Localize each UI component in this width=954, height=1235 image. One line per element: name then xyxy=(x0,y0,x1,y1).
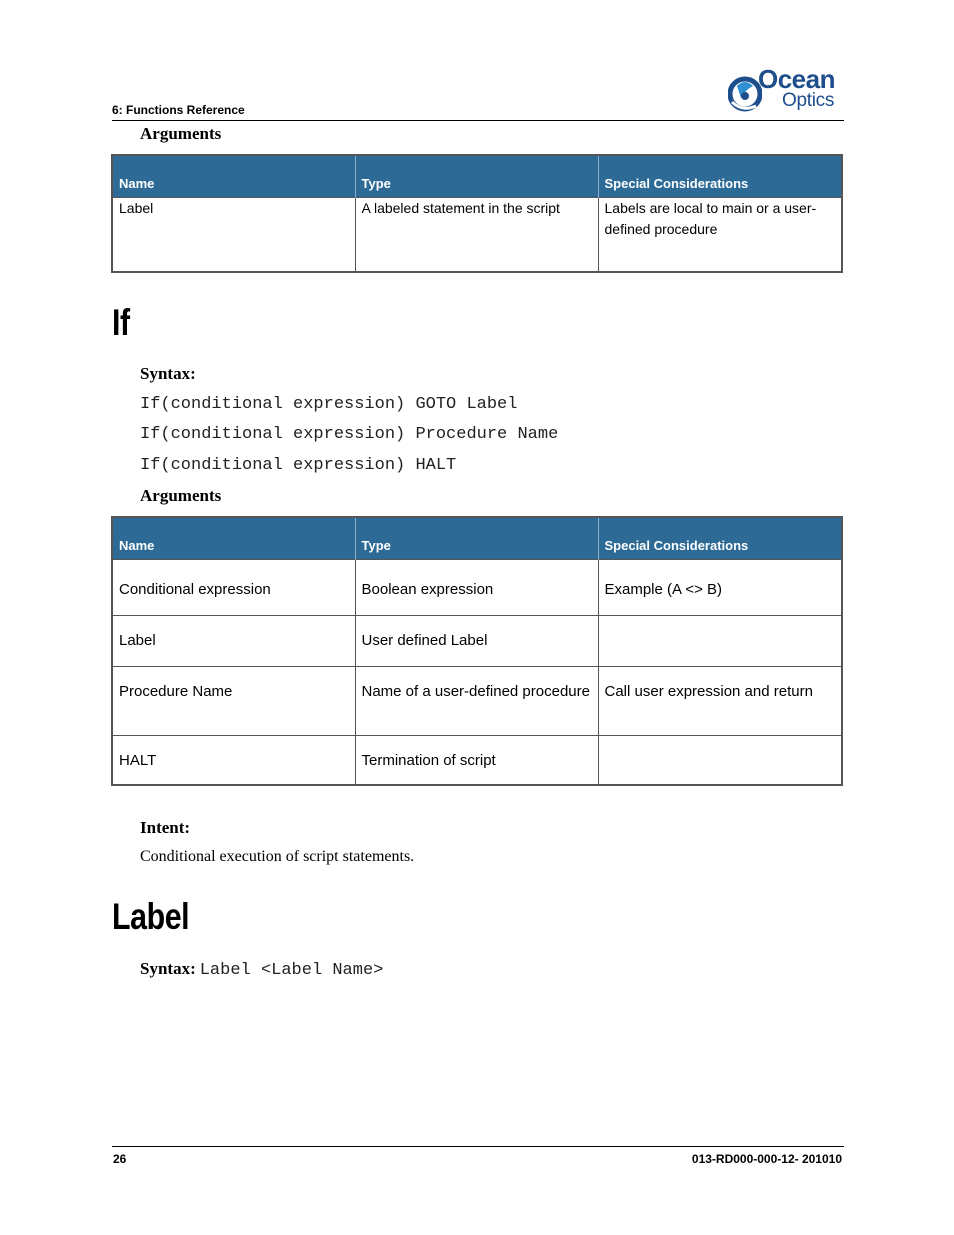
table-row xyxy=(112,666,842,735)
table-cell: User defined Label xyxy=(355,615,598,666)
column-header-special: Special Considerations xyxy=(598,517,842,559)
section-title-if: If xyxy=(112,302,130,343)
page-number: 26 xyxy=(113,1152,127,1166)
table-cell: Label xyxy=(112,197,355,272)
arguments-heading-2: Arguments xyxy=(140,486,222,505)
column-header-type: Type xyxy=(355,517,598,559)
table-cell: Example (A <> B) xyxy=(598,559,842,615)
syntax-line: If(conditional expression) HALT xyxy=(140,456,457,475)
column-header-name: Name xyxy=(112,155,355,197)
arguments-heading-1: Arguments xyxy=(140,124,222,143)
table-row xyxy=(112,559,842,615)
arguments-table-if xyxy=(111,516,843,786)
logo-swirl-icon xyxy=(728,72,762,116)
header-rule xyxy=(112,120,844,121)
table-cell: Label xyxy=(112,615,355,666)
syntax-label-label: Syntax: xyxy=(140,959,196,978)
table-cell xyxy=(598,615,842,666)
table-cell: Procedure Name xyxy=(112,666,355,735)
syntax-label-if: Syntax: xyxy=(140,364,196,383)
syntax-line: If(conditional expression) GOTO Label xyxy=(140,395,518,414)
table-cell: HALT xyxy=(112,735,355,785)
running-header: 6: Functions Reference xyxy=(112,103,245,117)
table-cell: Termination of script xyxy=(355,735,598,785)
intent-text: Conditional execution of script statements. xyxy=(140,848,415,865)
table-cell: Labels are local to main or a user-defined procedure xyxy=(598,197,842,272)
table-cell: Call user expression and return xyxy=(598,666,842,735)
table-row xyxy=(112,735,842,785)
column-header-type: Type xyxy=(355,155,598,197)
table-cell xyxy=(598,735,842,785)
table-row xyxy=(112,615,842,666)
logo-word-ocean: Ocean xyxy=(758,64,835,94)
table-cell: Boolean expression xyxy=(355,559,598,615)
section-title-label: Label xyxy=(112,896,190,937)
footer-rule xyxy=(112,1146,844,1147)
table-row xyxy=(112,197,842,272)
table-cell: A labeled statement in the script xyxy=(355,197,598,272)
column-header-name: Name xyxy=(112,517,355,559)
intent-label: Intent: xyxy=(140,818,191,837)
label-syntax-line xyxy=(140,959,383,980)
table-cell: Name of a user-defined procedure xyxy=(355,666,598,735)
column-header-special: Special Considerations xyxy=(598,155,842,197)
logo-word-optics: Optics xyxy=(782,90,835,111)
ocean-optics-logo xyxy=(728,64,844,116)
arguments-table-label xyxy=(111,154,843,273)
document-id: 013-RD000-000-12- 201010 xyxy=(691,1152,842,1166)
table-cell: Conditional expression xyxy=(112,559,355,615)
syntax-line: If(conditional expression) Procedure Name xyxy=(140,425,559,444)
label-syntax-code: Label <Label Name> xyxy=(199,961,384,980)
